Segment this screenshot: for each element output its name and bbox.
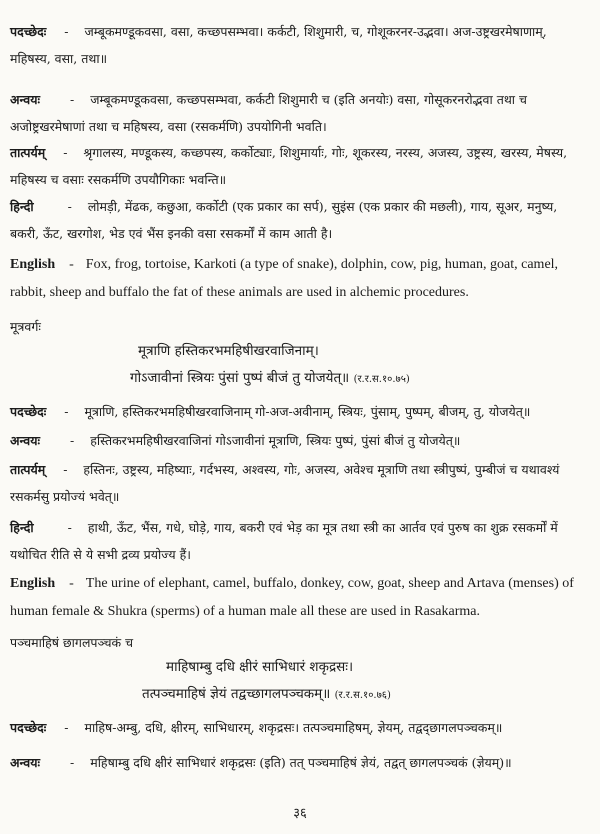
tatparya-text: हस्तिनः, उष्ट्रस्य, महिष्याः, गर्दभस्य, अश्वस्य, गोः, अजस्य, अवेश्च मूत्राणि तथा स्त्रीपुष्पं, पुम्बीजं च यथावश्यं रसकर्मसु प्रयोज्यं भवेत्॥ [10, 462, 560, 504]
separator: - [64, 404, 69, 419]
padaccheda-label: पदच्छेदः [10, 720, 47, 735]
separator: - [64, 720, 69, 735]
verse-line-2-text: गोऽजावीनां स्त्रियः पुंसां पुष्पं बीजं तु योजयेत्॥ [130, 370, 350, 386]
anvaya-label: अन्वयः [10, 92, 41, 107]
anvaya-label: अन्वयः [10, 433, 41, 448]
tatparya-entry [10, 456, 590, 510]
separator: - [63, 145, 68, 160]
separator: - [70, 433, 75, 448]
verse-line-1: माहिषाम्बु दधि क्षीरं साभिधारं शकृद्रसः। [166, 659, 354, 675]
hindi-label: हिन्दी [10, 199, 34, 214]
tatparya-label: तात्पर्यम् [10, 462, 46, 477]
hindi-text: लोमड़ी, मेंढक, कछुआ, कर्कोटी (एक प्रकार का सर्प), सुइंस (एक प्रकार की मछली), गाय, सूअर, मनुष्य, बकरी, ऊँट, खरगोश, भेड एवं भैंस इनकी वसा रसकर्मों में काम आती है। [10, 199, 558, 241]
separator: - [63, 462, 68, 477]
verse-line-2-text: तत्पञ्चमाहिषं ज्ञेयं तद्वच्छागलपञ्चकम्॥ [142, 686, 331, 702]
verse-line-2 [130, 365, 590, 393]
english-label: English [10, 576, 56, 591]
english-label: English [10, 257, 56, 272]
section-heading: मूत्रवर्गः [10, 319, 41, 334]
verse-line-1: मूत्राणि हस्तिकरभमहिषीखरवाजिनाम्। [138, 343, 319, 359]
padaccheda-text: जम्बूकमण्डूकवसा, वसा, कच्छपसम्भवा। कर्कटी, शिशुमारी, च, गोशूकरनर-उद्भवा। अज-उष्ट्रखरमेषाणाम्, महिषस्य, वसा, तथा॥ [10, 24, 547, 66]
hindi-entry [10, 193, 590, 247]
separator: - [64, 24, 69, 39]
anvaya-text: महिषाम्बु दधि क्षीरं साभिधारं शकृद्रसः (इति) तत् पञ्चमाहिषं ज्ञेयं, तद्वत् छागलपञ्चकं (ज्ञेयम्)॥ [90, 755, 512, 770]
verse-reference: (र.र.स.१०.७६) [334, 690, 391, 701]
separator: - [70, 92, 75, 107]
padaccheda-entry [10, 18, 590, 72]
english-text: The urine of elephant, camel, buffalo, donkey, cow, goat, sheep and Artava (menses) of human female & Shukra (sperms) of a human male all these are used in Rasakarma. [10, 576, 574, 619]
tatparya-label: तात्पर्यम् [10, 145, 46, 160]
padaccheda-entry [10, 714, 590, 741]
padaccheda-label: पदच्छेदः [10, 24, 47, 39]
padaccheda-text: माहिष-अम्बु, दधि, क्षीरम्, साभिधारम्, शकृद्रसः। तत्पञ्चमाहिषम्, ज्ञेयम्, तद्वद्छागलपञ्चकम्॥ [84, 720, 503, 735]
section-heading: पञ्चमाहिषं छागलपञ्चकं च [10, 635, 134, 650]
verse-line-2 [142, 681, 600, 709]
tatparya-entry [10, 139, 590, 193]
verse-block [142, 654, 600, 709]
separator: - [69, 257, 74, 272]
separator: - [67, 199, 72, 214]
separator: - [67, 520, 72, 535]
page-number: ३६ [293, 806, 307, 821]
padaccheda-entry [10, 398, 590, 425]
padaccheda-label: पदच्छेदः [10, 404, 47, 419]
anvaya-text: हस्तिकरभमहिषीखरवाजिनां गोऽजावीनां मूत्राणि, स्त्रियः पुष्पं, पुंसां बीजं तु योजयेत्॥ [90, 433, 461, 448]
verse-block [130, 338, 590, 393]
english-text: Fox, frog, tortoise, Karkoti (a type of snake), dolphin, cow, pig, human, goat, camel, rabbit, sheep and buffalo the fat of these animals are used in alchemic procedures. [10, 257, 559, 300]
english-entry [10, 569, 590, 625]
english-entry [10, 250, 590, 306]
tatparya-text: श्रृगालस्य, मण्डूकस्य, कच्छपस्य, कर्कोट्याः, शिशुमार्याः, गोः, शूकरस्य, नरस्य, अजस्य, उष्ट्रस्य, खरस्य, मेषस्य, महिषस्य च वसाः रसकर्मणि उपयौगिकाः भवन्ति॥ [10, 145, 568, 187]
hindi-entry [10, 514, 590, 568]
anvaya-label: अन्वयः [10, 755, 41, 770]
verse-reference: (र.र.स.१०.७५) [353, 374, 410, 385]
anvaya-text: जम्बूकमण्डूकवसा, कच्छपसम्भवा, कर्कटी शिशुमारी च (इति अनयोः) वसा, गोसूकरनरोद्भवा तथा च अजोष्ट्रखरमेषाणां तथा च महिषस्य, वसा (रसकर्मणि) उपयोगिनी भवति। [10, 92, 527, 134]
anvaya-entry [10, 749, 590, 776]
padaccheda-text: मूत्राणि, हस्तिकरभमहिषीखरवाजिनाम् गो-अज-अवीनाम्, स्त्रियः, पुंसाम्, पुष्पम्, बीजम्, तु, योजयेत्॥ [84, 404, 531, 419]
anvaya-entry [10, 427, 590, 454]
hindi-text: हाथी, ऊँट, भैंस, गधे, घोड़े, गाय, बकरी एवं भेड़ का मूत्र तथा स्त्री का आर्तव एवं पुरुष का शुक्र रसकर्मों में यथोचित रीति से ये सभी द्रव्य प्रयोज्य हैं। [10, 520, 558, 562]
hindi-label: हिन्दी [10, 520, 34, 535]
separator: - [70, 755, 75, 770]
separator: - [69, 576, 74, 591]
anvaya-entry [10, 86, 590, 140]
